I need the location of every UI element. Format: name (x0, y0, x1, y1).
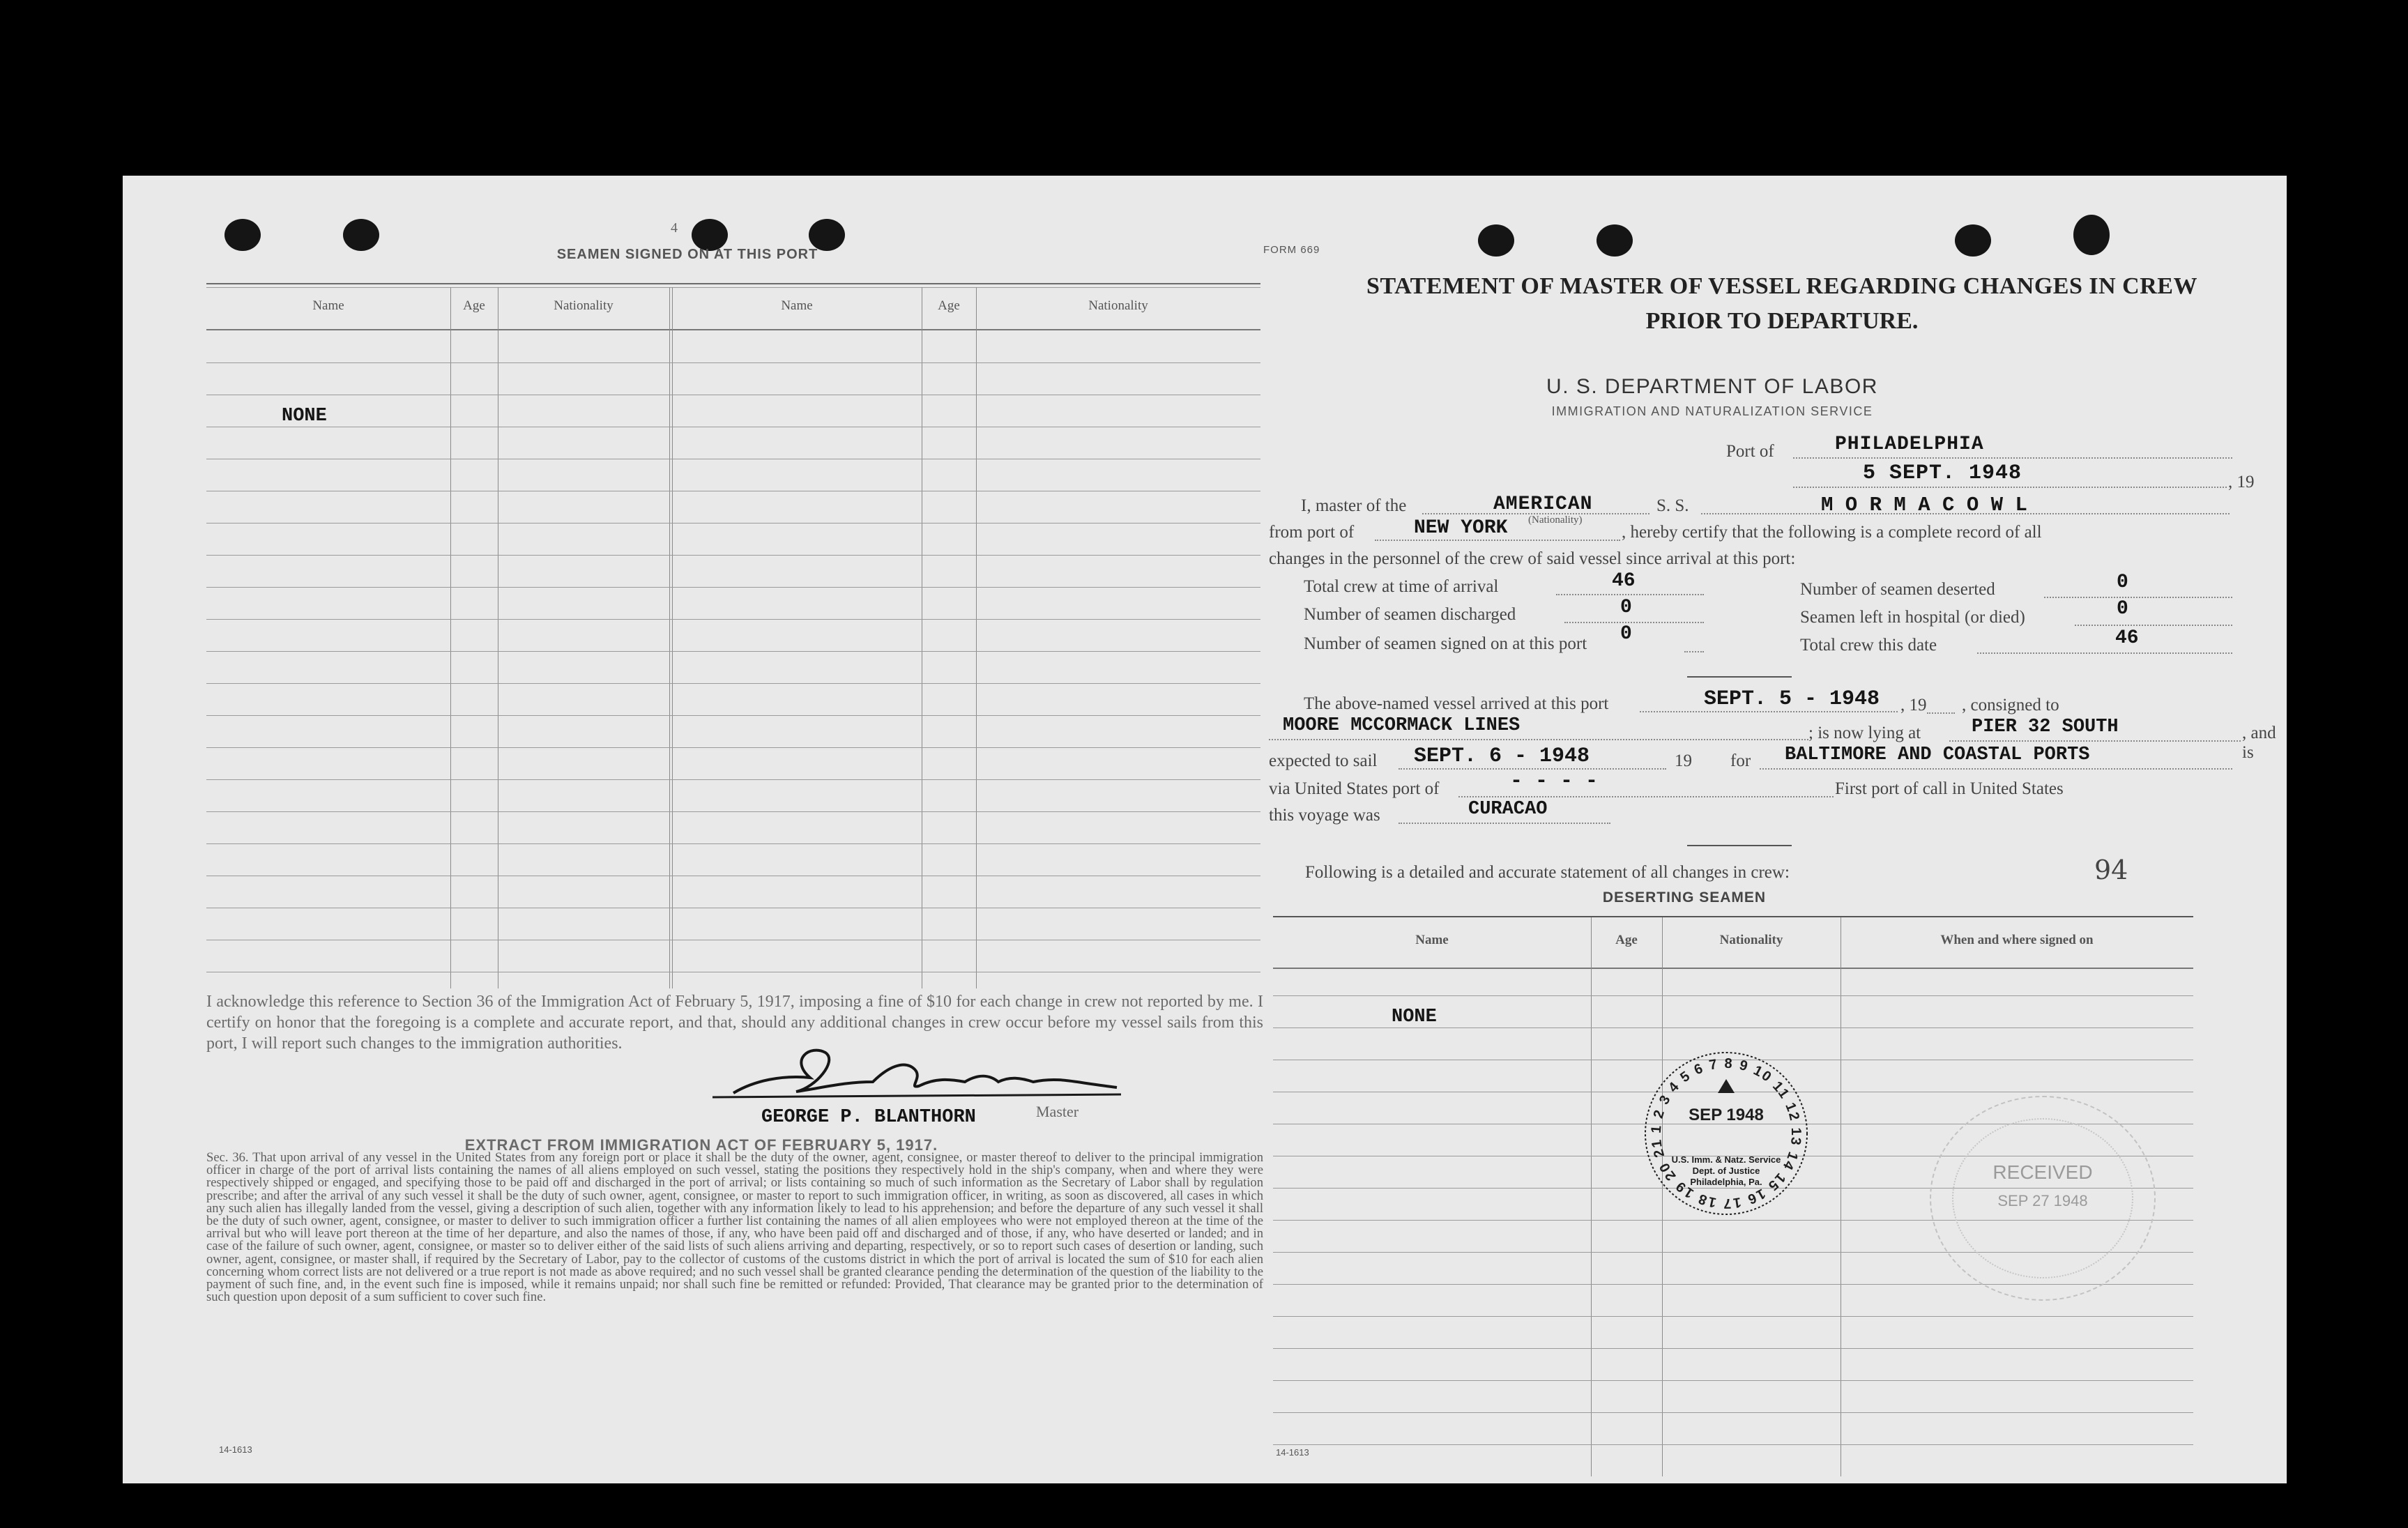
column-header: Nationality (1088, 298, 1148, 313)
punch-hole-icon (2073, 215, 2110, 255)
signed-on-label: Number of seamen signed on at this port (1304, 634, 1587, 653)
master-role: Master (1036, 1103, 1079, 1120)
from-value: NEW YORK (1414, 517, 1508, 539)
table-row (1273, 995, 2193, 996)
deserted-value: 0 (2117, 572, 2128, 593)
table-row (206, 555, 1260, 556)
via-value: - - - - (1510, 770, 1599, 793)
arrived-label: The above-named vessel arrived at this port (1304, 694, 1609, 713)
stamp-line3: Philadelphia, Pa. (1690, 1177, 1762, 1187)
form-code: 14-1613 (219, 1444, 252, 1455)
date-suffix: , 19 (2228, 473, 2255, 491)
table-row (206, 587, 1260, 588)
vessel-name: M O R M A C O W L (1821, 494, 2027, 517)
port-label: Port of (1726, 442, 1774, 461)
total-arrival-label: Total crew at time of arrival (1304, 577, 1499, 596)
received-date: SEP 27 1948 (1997, 1192, 2088, 1209)
table-row (1273, 1412, 2193, 1413)
table-row (206, 523, 1260, 524)
extract-title: EXTRACT FROM IMMIGRATION ACT OF FEBRUARY 5, 1917. (464, 1136, 938, 1154)
nationality-caption: (Nationality) (1528, 514, 1583, 526)
table-row (1273, 1316, 2193, 1317)
total-arrival-value: 46 (1612, 570, 1636, 592)
table-row (206, 843, 1260, 844)
expected-label: expected to sail (1269, 751, 1378, 770)
stamp-ring-text: 1 2 3 4 5 6 7 8 9 10 11 12 13 14 15 16 17 18 19 20 21 (1648, 1055, 1804, 1212)
via-label: via United States port of (1269, 779, 1440, 798)
page-number: 4 (671, 220, 678, 236)
lying-label: ; is now lying at (1808, 724, 1921, 742)
signed-on-value: 0 (1620, 623, 1632, 645)
consigned-label: , consigned to (1962, 696, 2059, 715)
for-value: BALTIMORE AND COASTAL PORTS (1785, 744, 2090, 765)
consignee-value: MOORE MCCORMACK LINES (1283, 715, 1521, 736)
column-header: Age (463, 298, 485, 313)
table-row (206, 779, 1260, 780)
arrived-suffix: , 19 (1900, 696, 1927, 715)
department-name: U. S. DEPARTMENT OF LABOR (1546, 375, 1878, 398)
extract-text: Sec. 36. That upon arrival of any vessel in the United States from any foreign port or place it shall be the duty of the owner, agent, consignee, or master thereof to deliver to the principal immigration officer in charge of the port of arrival lists containing the names of all aliens employed on such vessel, stating the positions they respectively hold in the ship's company, when and where they were respectively shipped or engaged, and specifying those to be paid off and discharged in the port of arrival; or lists containing so much of such information as the Secretary of Labor shall by regulation prescribe; and after the arrival of any such vessel it shall be the duty of such owner, agent, consignee, or master to report to such immigration officer, in writing, as soon as discovered, all cases in which any such alien has illegally landed from the vessel, giving a description of such alien, together with any information likely to lead to his apprehension; and before the departure of any such vessel it shall be the duty of such owner, agent, consignee, or master to deliver to such immigration officer a further list containing the names of all alien employees who were not employed thereon at the time of the arrival but who will leave port thereon at the time of her departure, and also the names of those, if any, who have been paid off and discharged and of those, if any, who have deserted or landed; and in case of the failure of such owner, agent, consignee, or master so to deliver either of the said lists of such aliens arriving and departing, respectively, or so to report such cases of desertion or landing, such owner, agent, consignee, or master shall, if required by the Secretary of Labor, pay to the collector of customs of the customs district in which the port of arrival is located the sum of $10 for each alien concerning whom correct lists are not delivered or a true report is not made as above required; and no such vessel shall be granted clearance pending the determination of the question of the liability to the payment of such fine, and, in the event such fine is imposed, while it remains unpaid; nor shall such fine be remitted or refunded: Provided, That clearance may be granted prior to the determination of such question upon deposit of a sum sufficient to cover such fine. (206, 1150, 1263, 1305)
page-count: 94 (2094, 855, 2128, 885)
column-header: Nationality (1719, 933, 1783, 947)
master-name: GEORGE P. BLANTHORN (761, 1107, 976, 1128)
port-value: PHILADELPHIA (1835, 434, 1984, 455)
received-label: RECEIVED (1992, 1161, 2093, 1183)
expected-value: SEPT. 6 - 1948 (1414, 744, 1590, 768)
certify-text: , hereby certify that the following is a complete record of all (1622, 523, 2042, 542)
hospital-value: 0 (2117, 598, 2128, 620)
deserted-label: Number of seamen deserted (1800, 580, 1995, 599)
form-number: FORM 669 (1263, 244, 1320, 256)
stamp-date: SEP 1948 (1689, 1106, 1764, 1124)
from-label: from port of (1269, 523, 1355, 542)
service-name: IMMIGRATION AND NATURALIZATION SERVICE (1551, 404, 1873, 418)
table-row (1273, 1027, 2193, 1028)
discharged-value: 0 (1620, 597, 1632, 618)
column-header: When and where signed on (1940, 933, 2094, 947)
table-row (206, 362, 1260, 363)
stamp-line1: U.S. Imm. & Natz. Service (1671, 1154, 1781, 1165)
punch-hole-icon (1597, 224, 1633, 257)
punch-hole-icon (1955, 224, 1991, 257)
table-row (206, 811, 1260, 812)
date-value: 5 SEPT. 1948 (1863, 461, 2022, 485)
lying-value: PIER 32 SOUTH (1972, 717, 2119, 738)
punch-hole-icon (343, 219, 379, 251)
deserting-title: DESERTING SEAMEN (1602, 889, 1767, 906)
column-header: Nationality (554, 298, 614, 313)
table-row (1273, 1348, 2193, 1349)
table-row (206, 715, 1260, 716)
discharged-label: Number of seamen discharged (1304, 605, 1516, 624)
document-sheet (123, 176, 2287, 1483)
table-row (1273, 1444, 2193, 1445)
column-header: Name (781, 298, 813, 313)
nationality-value: AMERICAN (1493, 494, 1593, 515)
punch-hole-icon (1478, 224, 1514, 257)
total-date-value: 46 (2115, 627, 2139, 649)
and-is-text: , and is (2242, 724, 2276, 762)
table-entry: NONE (282, 406, 327, 427)
form-title-line2: PRIOR TO DEPARTURE. (1645, 308, 1919, 334)
table-row (1273, 1380, 2193, 1381)
column-header: Age (938, 298, 960, 313)
hospital-label: Seamen left in hospital (or died) (1800, 608, 2025, 627)
total-date-label: Total crew this date (1800, 636, 1937, 655)
column-header: Name (312, 298, 344, 313)
form-code: 14-1613 (1276, 1447, 1309, 1458)
punch-hole-icon (224, 219, 261, 251)
voyage-value: CURACAO (1468, 799, 1548, 820)
table-row (206, 747, 1260, 748)
column-header: Name (1415, 933, 1449, 947)
arrived-value: SEPT. 5 - 1948 (1704, 687, 1880, 711)
table-row (206, 619, 1260, 620)
form-title: STATEMENT OF MASTER OF VESSEL REGARDING CHANGES IN CREW (1366, 273, 2197, 299)
ss-label: S. S. (1656, 496, 1689, 515)
voyage-label: this voyage was (1269, 806, 1380, 825)
following-text: Following is a detailed and accurate statement of all changes in crew: (1305, 863, 1790, 882)
signature-image (706, 1039, 1124, 1111)
table-row (206, 651, 1260, 652)
expected-19: 19 (1675, 751, 1692, 770)
inspection-stamp (1643, 1050, 1810, 1217)
received-stamp (1930, 1096, 2156, 1301)
first-port-label: First port of call in United States (1835, 779, 2064, 798)
master-label: I, master of the (1301, 496, 1407, 515)
acknowledgement-text: I acknowledge this reference to Section 36 of the Immigration Act of February 5, 1917, imposing a fine of $10 for each change in crew not reported by me. I certify on honor that the foregoing is a complete and accurate report, and that, should any additional changes in crew occur before my vessel sails from this port, I will report such changes to the immigration authorities. (206, 993, 1263, 1053)
stamp-line2: Dept. of Justice (1692, 1166, 1760, 1176)
table-entry: NONE (1392, 1007, 1437, 1027)
column-header: Age (1615, 933, 1638, 947)
for-label: for (1730, 751, 1751, 770)
left-title: SEAMEN SIGNED ON AT THIS PORT (556, 247, 818, 262)
changes-text: changes in the personnel of the crew of said vessel since arrival at this port: (1269, 549, 1796, 568)
table-row (206, 683, 1260, 684)
